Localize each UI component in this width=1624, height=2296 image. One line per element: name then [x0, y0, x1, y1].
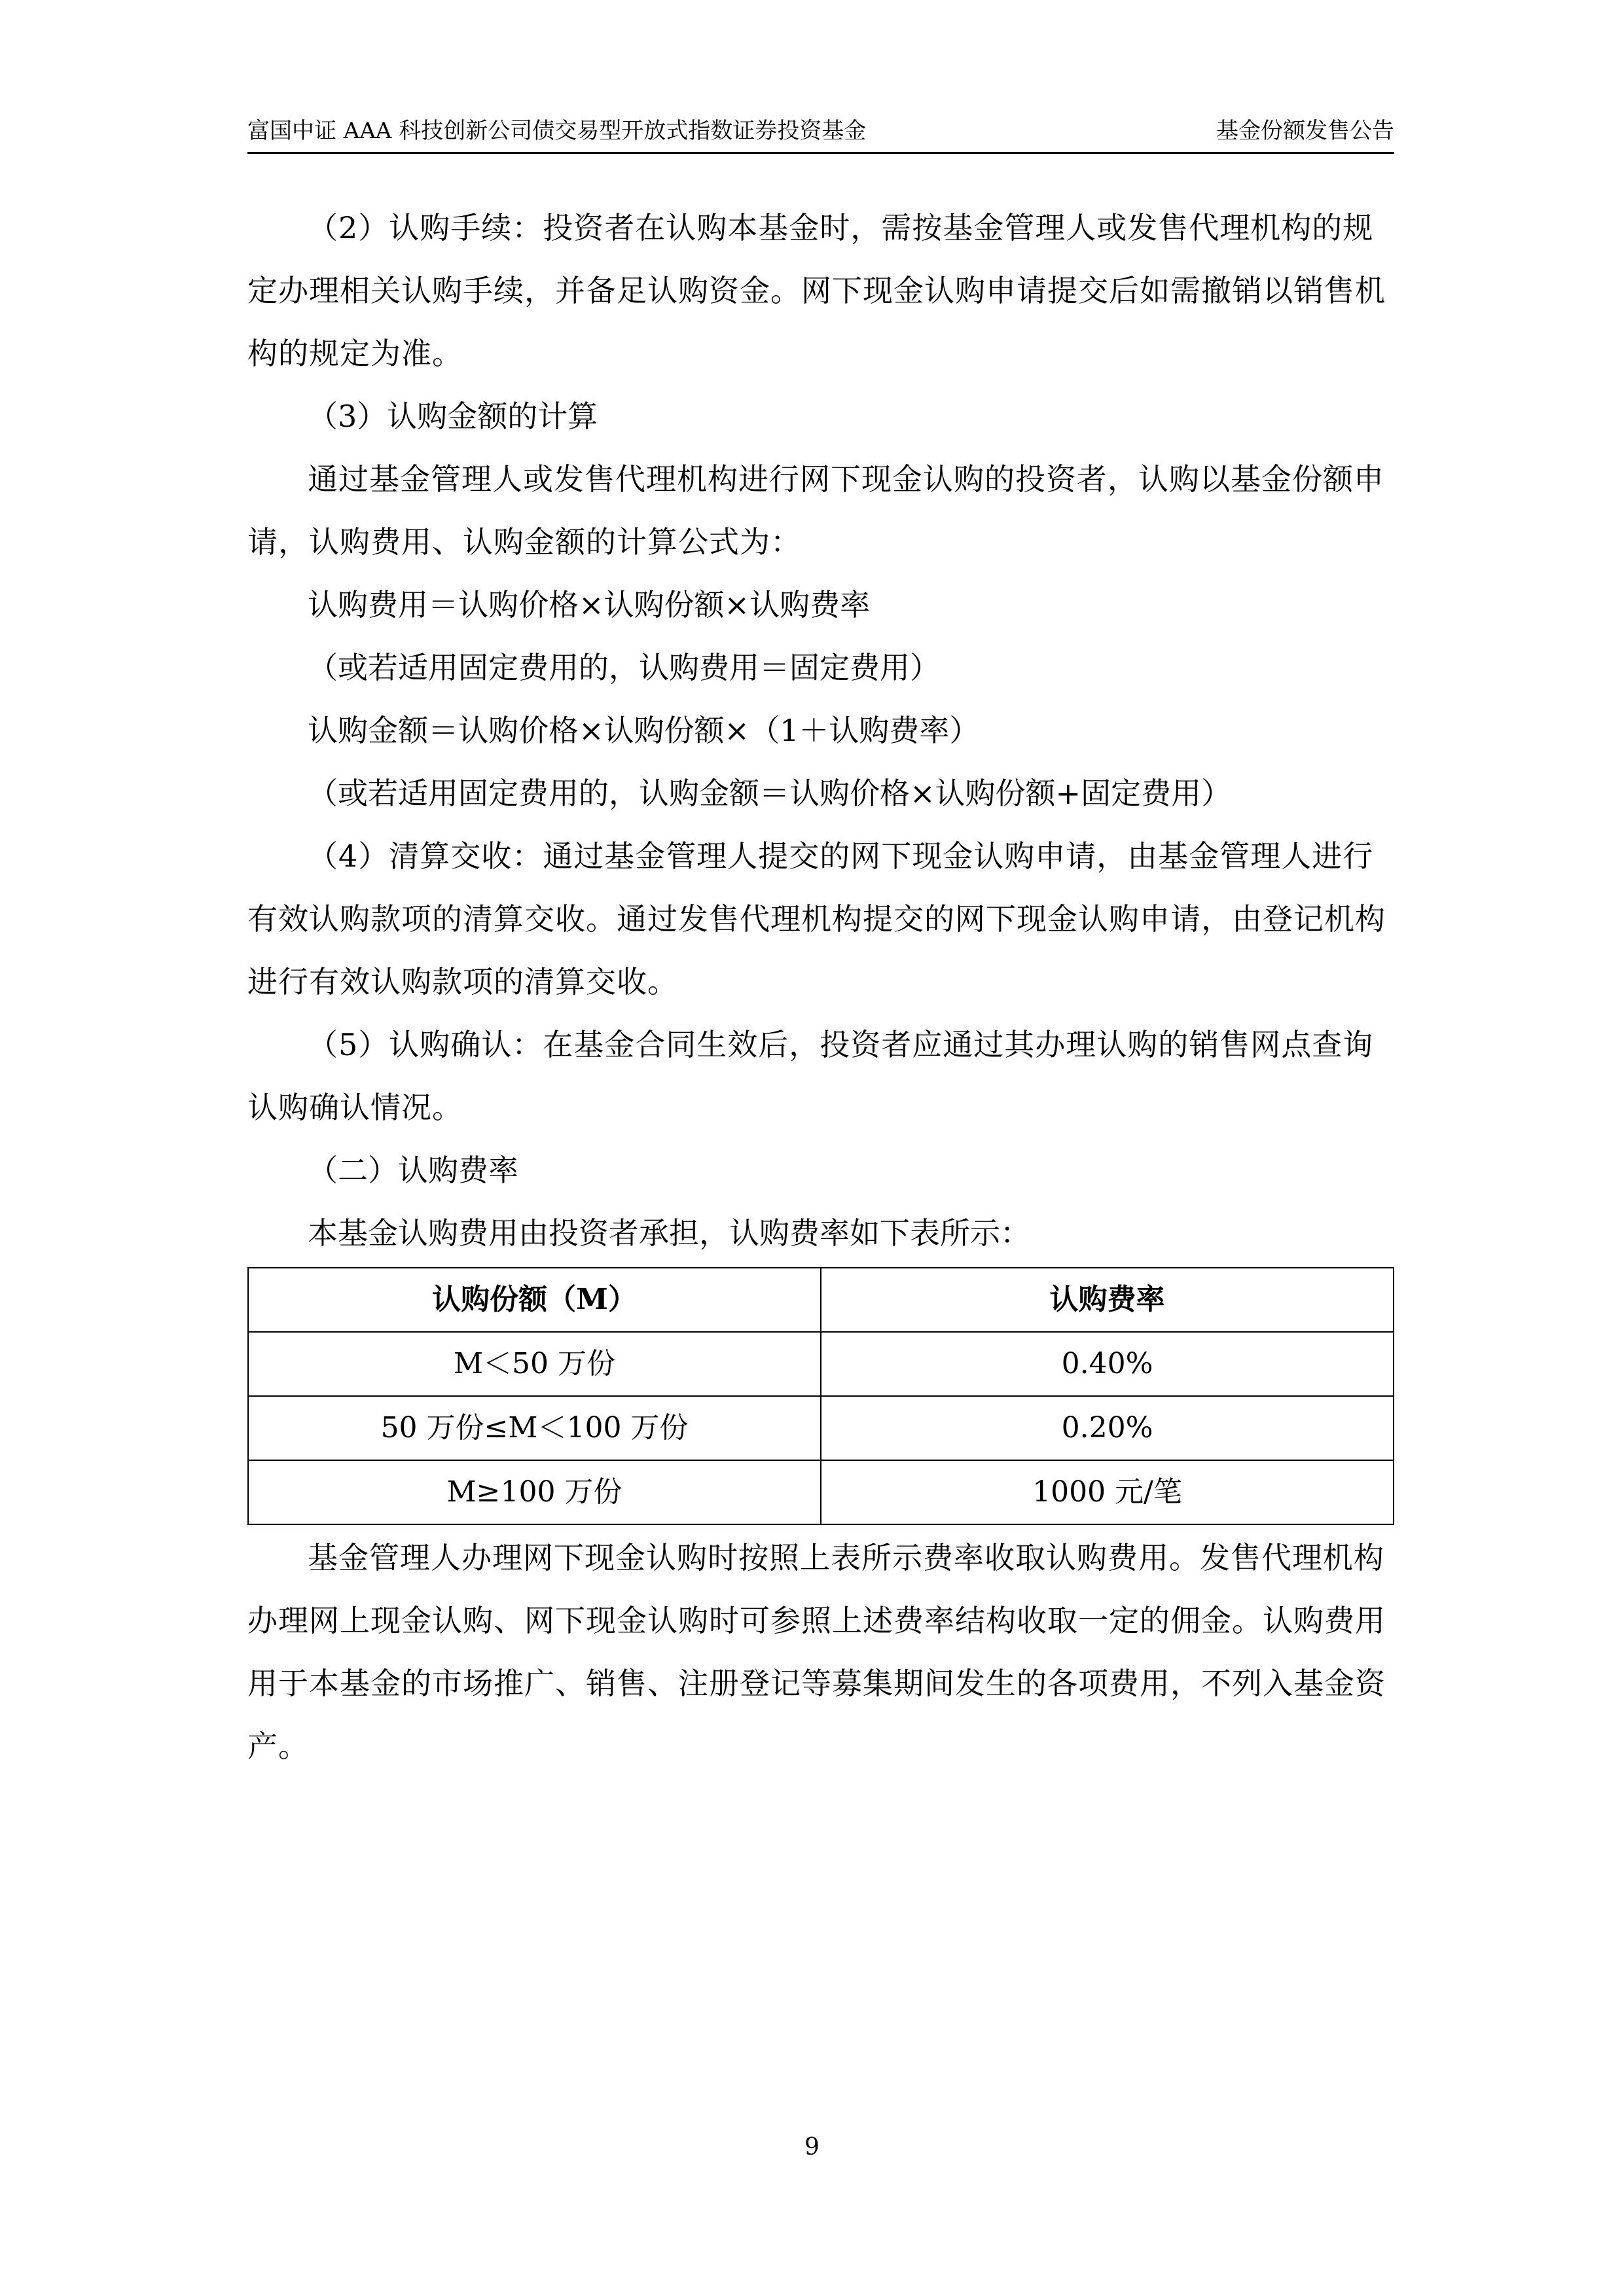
section-heading-fee-rate: （二）认购费率	[308, 1153, 518, 1188]
header-divider	[247, 152, 1394, 154]
header-doc-title: 基金份额发售公告	[1216, 118, 1394, 144]
table-cell-fee-rate: 0.20%	[821, 1396, 1394, 1460]
table-row	[248, 1460, 1394, 1524]
document-body	[247, 196, 1394, 1778]
paragraph-calculation-intro: 通过基金管理人或发售代理机构进行网下现金认购的投资者，认购以基金份额申请，认购费用、认购金额的计算公式为：	[247, 461, 1384, 560]
formula-fee: 认购费用＝认购价格×认购份额×认购费率	[308, 587, 871, 622]
table-row	[248, 1332, 1394, 1396]
page-number: 9	[804, 2134, 820, 2161]
table-cell-share-amount: M＜50 万份	[248, 1332, 821, 1396]
formula-amount: 认购金额＝认购价格×认购份额×（1＋认购费率）	[308, 713, 980, 748]
paragraph-subscription-procedure: （2）认购手续：投资者在认购本基金时，需按基金管理人或发售代理机构的规定办理相关认购手续，并备足认购资金。网下现金认购申请提交后如需撤销以销售机构的规定为准。	[247, 210, 1386, 371]
table-header-row	[248, 1268, 1394, 1332]
section-heading-amount-calculation: （3）认购金额的计算	[308, 399, 598, 434]
table-cell-share-amount: M≥100 万份	[248, 1460, 821, 1524]
table-cell-fee-rate: 1000 元/笔	[821, 1460, 1394, 1524]
page-header	[247, 111, 1394, 151]
paragraph-table-intro: 本基金认购费用由投资者承担，认购费率如下表所示：	[308, 1215, 1030, 1251]
paragraph-fee-usage: 基金管理人办理网下现金认购时按照上表所示费率收取认购费用。发售代理机构办理网上现金认购、网下现金认购时可参照上述费率结构收取一定的佣金。认购费用用于本基金的市场推广、销售、注册登记等募集期间发生的各项费用，不列入基金资产。	[247, 1540, 1386, 1764]
header-fund-name: 富国中证 AAA 科技创新公司债交易型开放式指数证券投资基金	[247, 118, 867, 144]
paragraph-confirmation: （5）认购确认：在基金合同生效后，投资者应通过其办理认购的销售网点查询认购确认情况。	[247, 1027, 1374, 1125]
fee-rate-table	[247, 1267, 1394, 1525]
column-header-share-amount: 认购份额（M）	[248, 1268, 821, 1332]
table-cell-share-amount: 50 万份≤M＜100 万份	[248, 1396, 821, 1460]
formula-fee-fixed: （或若适用固定费用的，认购费用＝固定费用）	[308, 650, 940, 685]
formula-amount-fixed: （或若适用固定费用的，认购金额＝认购价格×认购份额+固定费用）	[308, 776, 1232, 811]
table-cell-fee-rate: 0.40%	[821, 1332, 1394, 1396]
table-row	[248, 1396, 1394, 1460]
paragraph-settlement: （4）清算交收：通过基金管理人提交的网下现金认购申请，由基金管理人进行有效认购款项的清算交收。通过发售代理机构提交的网下现金认购申请，由登记机构进行有效认购款项的清算交收。	[247, 838, 1386, 999]
column-header-fee-rate: 认购费率	[821, 1268, 1394, 1332]
